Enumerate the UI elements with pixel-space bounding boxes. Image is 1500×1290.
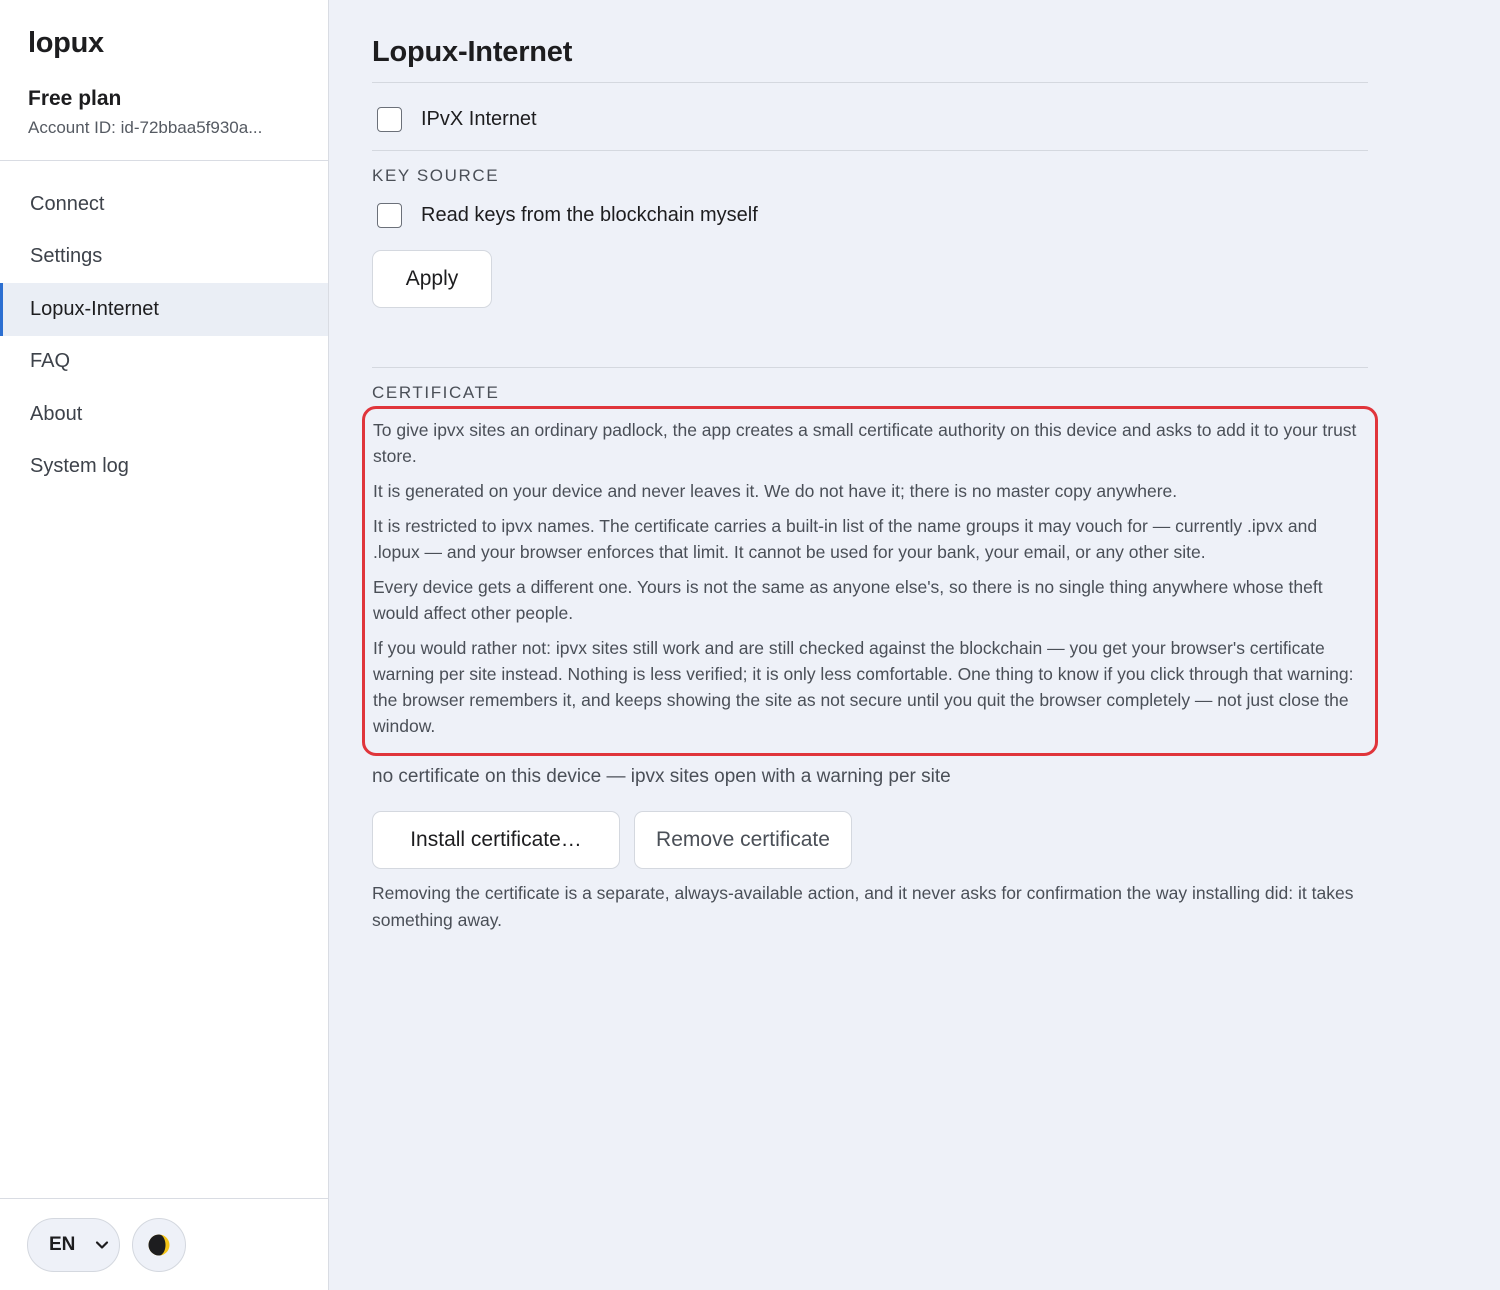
language-value: EN — [49, 1234, 76, 1255]
certificate-paragraph: It is restricted to ipvx names. The certificate carries a built-in list of the name groups it may vouch for — currently .ipvx and .lopux — and your browser enforces that limit. It cannot be used for your bank, your email, or any other site. — [373, 516, 1318, 562]
ipvx-internet-label: IPvX Internet — [421, 108, 537, 130]
certificate-paragraph: It is generated on your device and never leaves it. We do not have it; there is no master copy anywhere. — [373, 481, 1178, 501]
plan-name: Free plan — [28, 87, 122, 110]
remove-certificate-button[interactable]: Remove certificate — [634, 811, 852, 869]
section-divider — [372, 150, 1368, 151]
read-keys-label: Read keys from the blockchain myself — [421, 204, 758, 226]
section-divider — [372, 367, 1368, 368]
sidebar-item-lopux-internet[interactable]: Lopux-Internet — [0, 283, 328, 336]
sidebar-item-about[interactable]: About — [30, 402, 83, 425]
page-title: Lopux-Internet — [372, 36, 573, 68]
sidebar-item-faq[interactable]: FAQ — [30, 350, 71, 373]
certificate-paragraph: Every device gets a different one. Yours is not the same as anyone else's, so there is no single thing anywhere whose theft would affect other people. — [373, 577, 1323, 623]
remove-certificate-note: Removing the certificate is a separate, always-available action, and it never asks for confirmation the way installing did: it takes something away. — [372, 883, 1354, 930]
apply-button[interactable]: Apply — [372, 250, 492, 308]
account-id: Account ID: id-72bbaa5f930a... — [28, 118, 263, 137]
brand-logo: lopux — [28, 27, 104, 59]
sidebar-item-connect[interactable]: Connect — [30, 192, 105, 215]
read-keys-checkbox[interactable] — [377, 203, 402, 228]
certificate-paragraph: To give ipvx sites an ordinary padlock, the app creates a small certificate authority on this device and asks to add it to your trust store. — [373, 420, 1357, 466]
certificate-paragraph: If you would rather not: ipvx sites still work and are still checked against the blockchain — you get your browser's certificate warning per site instead. Nothing is less verified; it is only less comfortable. One thing to know if you click through that warning: the browser remembers it, and keeps showing the site as not secure until you quit the browser completely — not just close the window. — [373, 638, 1354, 736]
read-keys-toggle[interactable] — [377, 203, 758, 228]
sidebar-item-settings[interactable]: Settings — [30, 245, 103, 268]
certificate-heading: CERTIFICATE — [372, 383, 500, 402]
ipvx-internet-checkbox[interactable] — [377, 107, 402, 132]
sidebar-item-system-log[interactable]: System log — [30, 455, 129, 478]
certificate-status: no certificate on this device — ipvx sites open with a warning per site — [372, 766, 951, 787]
title-divider — [372, 82, 1368, 83]
ipvx-internet-toggle[interactable] — [377, 107, 537, 132]
key-source-heading: KEY SOURCE — [372, 166, 500, 185]
certificate-explanation — [362, 406, 1378, 756]
install-certificate-button[interactable]: Install certificate… — [372, 811, 620, 869]
